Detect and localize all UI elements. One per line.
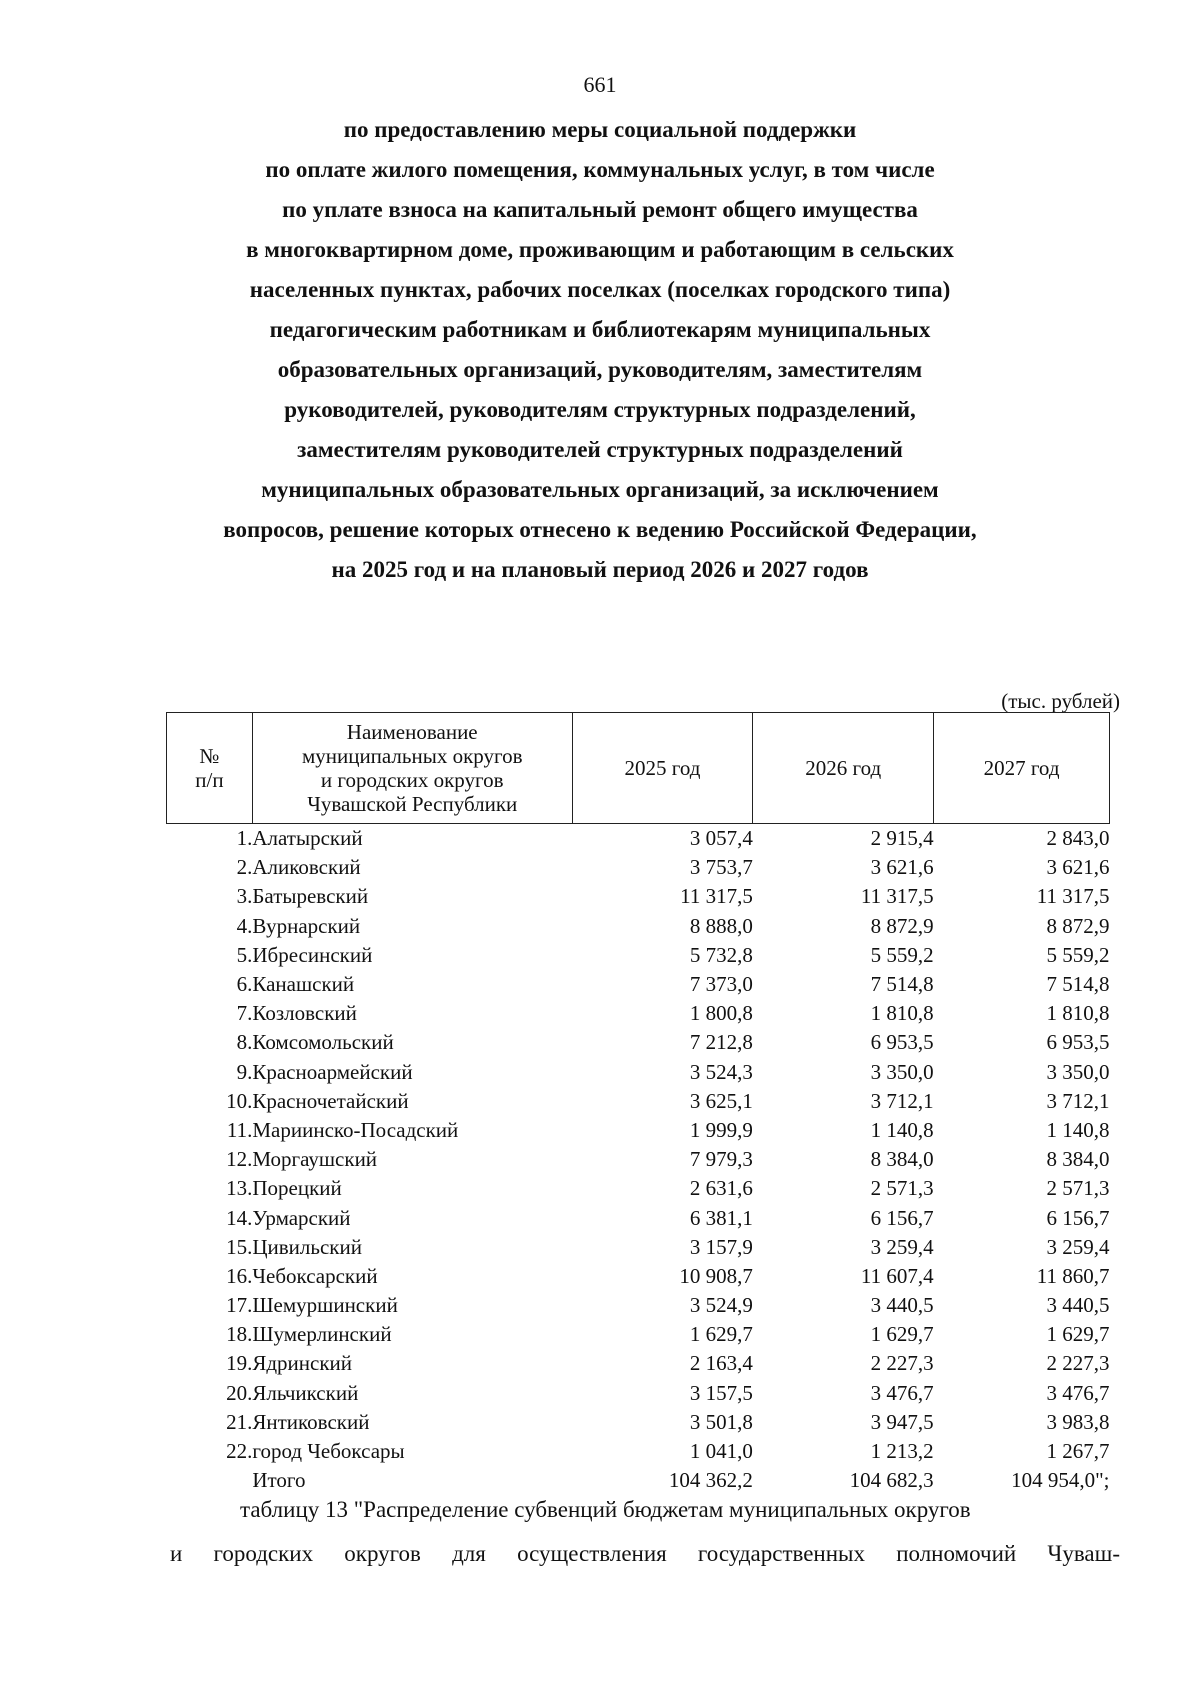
value-2026: 3 259,4: [870, 1234, 934, 1259]
value-2027: 3 440,5: [1046, 1293, 1110, 1318]
value-2026: 7 514,8: [870, 972, 934, 997]
value-2025: 104 362,2: [668, 1468, 753, 1493]
title-line: руководителей, руководителям структурных подразделений,: [284, 397, 916, 422]
title-line: на 2025 год и на плановый период 2026 и 2027 годов: [331, 557, 869, 582]
value-2026: 2 571,3: [870, 1176, 934, 1201]
table-row: [167, 1145, 1110, 1174]
value-2025: 2 163,4: [689, 1351, 753, 1376]
table-row: [167, 1379, 1110, 1408]
value-2025: 7 373,0: [689, 972, 753, 997]
table-row: [167, 1058, 1110, 1087]
table-row: [167, 1028, 1110, 1057]
district-name: город Чебоксары: [252, 1439, 405, 1464]
title-line: вопросов, решение которых отнесено к ведению Российской Федерации,: [223, 517, 977, 542]
value-2025: 3 625,1: [689, 1088, 753, 1113]
header-2025: 2025 год: [572, 713, 753, 824]
document-title: [60, 110, 1140, 590]
value-2026: 104 682,3: [849, 1468, 934, 1493]
table-row: [167, 1437, 1110, 1466]
value-2027: 6 953,5: [1046, 1030, 1110, 1055]
district-name: Шемуршинский: [252, 1293, 398, 1318]
row-number: 2.: [236, 855, 253, 880]
value-2027: 2 571,3: [1046, 1176, 1110, 1201]
value-2027: 3 350,0: [1046, 1059, 1110, 1084]
table-row: [167, 999, 1110, 1028]
district-name: Чебоксарский: [252, 1263, 378, 1288]
value-2025: 1 041,0: [689, 1439, 753, 1464]
district-name: Мариинско-Посадский: [252, 1117, 459, 1142]
allocation-table: [166, 712, 1110, 1495]
table-row: [167, 1349, 1110, 1378]
table-row: [167, 912, 1110, 941]
value-2027: 11 860,7: [1036, 1263, 1110, 1288]
district-name: Ибресинский: [252, 942, 373, 967]
table-row: [167, 1174, 1110, 1203]
district-name: Итого: [252, 1468, 306, 1493]
value-2025: 8 888,0: [689, 913, 753, 938]
value-2025: 11 317,5: [680, 884, 753, 909]
value-2027: 8 384,0: [1046, 1147, 1110, 1172]
row-number: 16.: [226, 1263, 253, 1288]
table-header-row: [167, 713, 1110, 824]
value-2026: 8 384,0: [870, 1147, 934, 1172]
title-line: муниципальных образовательных организаций, за исключением: [261, 477, 939, 502]
row-number: 8.: [236, 1030, 253, 1055]
value-2026: 1 140,8: [870, 1117, 934, 1142]
table-row: [167, 1408, 1110, 1437]
value-2027: 8 872,9: [1046, 913, 1110, 938]
row-number: 3.: [236, 884, 253, 909]
row-number: 18.: [226, 1322, 253, 1347]
row-number: 19.: [226, 1351, 253, 1376]
district-name: Комсомольский: [252, 1030, 394, 1055]
table-row: [167, 941, 1110, 970]
title-line: по предоставлению меры социальной поддержки: [343, 117, 857, 142]
value-2025: 3 057,4: [689, 826, 753, 851]
value-2026: 2 227,3: [870, 1351, 934, 1376]
value-2027: 3 983,8: [1046, 1409, 1110, 1434]
value-2027: 1 810,8: [1046, 1001, 1110, 1026]
value-2027: 11 317,5: [1036, 884, 1110, 909]
title-line: заместителям руководителей структурных подразделений: [297, 437, 903, 462]
value-2025: 3 753,7: [689, 855, 753, 880]
value-2025: 1 629,7: [689, 1322, 753, 1347]
row-number: 20.: [226, 1380, 253, 1405]
value-2027: 1 267,7: [1046, 1439, 1110, 1464]
value-2027: 3 621,6: [1046, 855, 1110, 880]
value-2025: 3 524,9: [689, 1293, 753, 1318]
value-2025: 10 908,7: [679, 1263, 753, 1288]
row-number: 17.: [226, 1293, 253, 1318]
value-2027: 7 514,8: [1046, 972, 1110, 997]
value-2025: 3 524,3: [689, 1059, 753, 1084]
district-name: Шумерлинский: [252, 1322, 392, 1347]
value-2027: 1 140,8: [1046, 1117, 1110, 1142]
value-2025: 7 979,3: [689, 1147, 753, 1172]
table-row: [167, 1116, 1110, 1145]
row-number: 4.: [236, 913, 253, 938]
district-name: Урмарский: [252, 1205, 351, 1230]
row-number: 6.: [236, 972, 253, 997]
header-name: [252, 713, 572, 824]
row-number: 5.: [236, 942, 253, 967]
district-name: Козловский: [252, 1001, 357, 1026]
header-number-line: п/п: [195, 768, 224, 792]
district-name: Красноармейский: [252, 1059, 413, 1084]
title-line: населенных пунктах, рабочих поселках (поселках городского типа): [249, 277, 951, 302]
header-name-line: Наименование: [346, 720, 478, 744]
value-2026: 5 559,2: [870, 942, 934, 967]
value-2027: 5 559,2: [1046, 942, 1110, 967]
value-2027: 6 156,7: [1046, 1205, 1110, 1230]
district-name: Порецкий: [252, 1176, 342, 1201]
header-number: [167, 713, 253, 824]
value-2025: 5 732,8: [689, 942, 753, 967]
value-2025: 3 157,9: [689, 1234, 753, 1259]
value-2026: 8 872,9: [870, 913, 934, 938]
value-2027: 1 629,7: [1046, 1322, 1110, 1347]
table-row: [167, 1320, 1110, 1349]
title-line: по уплате взноса на капитальный ремонт общего имущества: [282, 197, 918, 222]
value-2027: 3 712,1: [1046, 1088, 1110, 1113]
value-2026: 3 947,5: [870, 1409, 934, 1434]
value-2027: 104 954,0";: [1011, 1468, 1110, 1493]
page-number: 661: [583, 72, 617, 97]
header-name-line: и городских округов: [320, 768, 504, 792]
following-text-line: и городских округов для осуществления государственных полномочий Чуваш-: [170, 1541, 1120, 1566]
row-number: 15.: [226, 1234, 253, 1259]
row-number: 21.: [226, 1409, 253, 1434]
value-2026: 6 953,5: [870, 1030, 934, 1055]
row-number: 7.: [236, 1001, 253, 1026]
table-row: [167, 1262, 1110, 1291]
table-row: [167, 1291, 1110, 1320]
value-2025: 1 999,9: [689, 1117, 753, 1142]
district-name: Вурнарский: [252, 913, 361, 938]
value-2027: 2 843,0: [1046, 826, 1110, 851]
value-2025: 3 501,8: [689, 1409, 753, 1434]
title-line: в многоквартирном доме, проживающим и работающим в сельских: [246, 237, 954, 262]
value-2025: 7 212,8: [689, 1030, 753, 1055]
value-2027: 3 476,7: [1046, 1380, 1110, 1405]
value-2026: 3 712,1: [870, 1088, 934, 1113]
header-name-line: Чувашской Республики: [307, 792, 518, 816]
header-2026: 2026 год: [753, 713, 934, 824]
row-number: 22.: [226, 1439, 253, 1464]
value-2026: 1 810,8: [870, 1001, 934, 1026]
district-name: Яльчикский: [252, 1380, 359, 1405]
header-2027: 2027 год: [934, 713, 1110, 824]
value-2025: 2 631,6: [689, 1176, 753, 1201]
value-2025: 3 157,5: [689, 1380, 753, 1405]
table-row: [167, 824, 1110, 854]
value-2026: 1 629,7: [870, 1322, 934, 1347]
header-name-line: муниципальных округов: [301, 744, 523, 768]
value-2025: 1 800,8: [689, 1001, 753, 1026]
district-name: Янтиковский: [252, 1409, 370, 1434]
title-line: по оплате жилого помещения, коммунальных услуг, в том числе: [265, 157, 935, 182]
table-row: [167, 1087, 1110, 1116]
row-number: 9.: [236, 1059, 253, 1084]
value-2026: 3 621,6: [870, 855, 934, 880]
title-line: образовательных организаций, руководителям, заместителям: [277, 357, 923, 382]
table-row: [167, 1233, 1110, 1262]
district-name: Ядринский: [252, 1351, 353, 1376]
table-row: [167, 1203, 1110, 1232]
district-name: Канашский: [252, 972, 355, 997]
row-number: 12.: [226, 1147, 253, 1172]
district-name: Моргаушский: [252, 1147, 378, 1172]
row-number: 13.: [226, 1176, 253, 1201]
district-name: Батыревский: [252, 884, 369, 909]
header-number-line: №: [199, 744, 220, 768]
value-2026: 1 213,2: [870, 1439, 934, 1464]
value-2025: 6 381,1: [689, 1205, 753, 1230]
value-2027: 3 259,4: [1046, 1234, 1110, 1259]
value-2026: 3 440,5: [870, 1293, 934, 1318]
value-2026: 6 156,7: [870, 1205, 934, 1230]
value-2027: 2 227,3: [1046, 1351, 1110, 1376]
following-text-line: таблицу 13 "Распределение субвенций бюджетам муниципальных округов: [240, 1497, 971, 1522]
table-row: [167, 882, 1110, 911]
value-2026: 2 915,4: [870, 826, 934, 851]
table-row: [167, 853, 1110, 882]
row-number: 14.: [226, 1205, 253, 1230]
row-number: 11.: [226, 1117, 253, 1142]
value-2026: 11 317,5: [860, 884, 934, 909]
row-number: 10.: [226, 1088, 253, 1113]
value-2026: 3 476,7: [870, 1380, 934, 1405]
row-number: 1.: [236, 826, 253, 851]
title-line: педагогическим работникам и библиотекарям муниципальных: [269, 317, 931, 342]
value-2026: 11 607,4: [860, 1263, 934, 1288]
table-body: [167, 824, 1110, 1496]
district-name: Аликовский: [252, 855, 361, 880]
district-name: Красночетайский: [252, 1088, 409, 1113]
table-row: [167, 970, 1110, 999]
units-label: (тыс. рублей): [1001, 689, 1120, 713]
value-2026: 3 350,0: [870, 1059, 934, 1084]
district-name: Алатырский: [252, 826, 363, 851]
district-name: Цивильский: [252, 1234, 362, 1259]
